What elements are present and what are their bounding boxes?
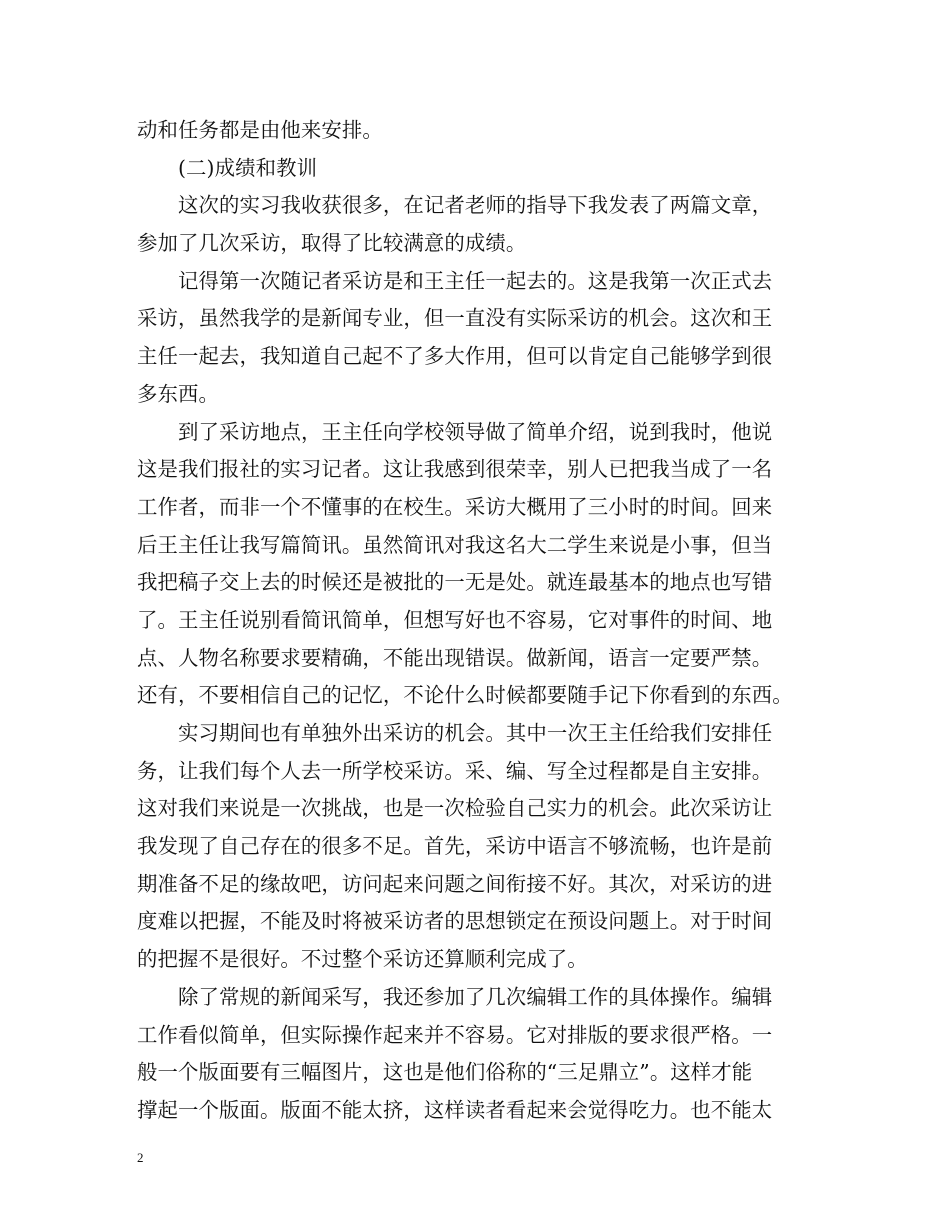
text-line: 我把稿子交上去的时候还是被批的一无是处。就连最基本的地点也写错 bbox=[137, 570, 773, 595]
text-line: 除了常规的新闻采写，我还参加了几次编辑工作的具体操作。编辑 bbox=[178, 984, 773, 1009]
text-line: 到了采访地点，王主任向学校领导做了简单介绍，说到我时，他说 bbox=[178, 419, 773, 444]
text-line: 还有，不要相信自己的记忆，不论什么时候都要随手记下你看到的东西。 bbox=[137, 683, 793, 708]
text-line: 撑起一个版面。版面不能太挤，这样读者看起来会觉得吃力。也不能太 bbox=[137, 1097, 773, 1122]
text-line: 务，让我们每个人去一所学校采访。采、编、写全过程都是自主安排。 bbox=[137, 758, 773, 783]
text-line: 动和任务都是由他来安排。 bbox=[137, 118, 383, 142]
text-line: 参加了几次采访，取得了比较满意的成绩。 bbox=[137, 231, 527, 256]
text-line: 了。王主任说别看简讯简单，但想写好也不容易，它对事件的时间、地 bbox=[137, 607, 773, 632]
text-line: 工作者，而非一个不懂事的在校生。采访大概用了三小时的时间。回来 bbox=[137, 494, 773, 519]
text-line: 我发现了自己存在的很多不足。首先，采访中语言不够流畅，也许是前 bbox=[137, 834, 773, 859]
text-line: 实习期间也有单独外出采访的机会。其中一次王主任给我们安排任 bbox=[178, 721, 773, 745]
text-line: 点、人物名称要求要精确，不能出现错误。做新闻，语言一定要严禁。 bbox=[137, 645, 773, 670]
text-line: 这对我们来说是一次挑战，也是一次检验自己实力的机会。此次采访让 bbox=[137, 796, 773, 821]
text-line: 般一个版面要有三幅图片，这也是他们俗称的“三足鼎立”。这样才能 bbox=[137, 1060, 753, 1085]
text-line: 采访，虽然我学的是新闻专业，但一直没有实际采访的机会。这次和王 bbox=[137, 306, 773, 331]
text-line: 这次的实习我收获很多，在记者老师的指导下我发表了两篇文章， bbox=[178, 193, 773, 218]
text-line: 工作看似简单，但实际操作起来并不容易。它对排版的要求很严格。一 bbox=[137, 1022, 773, 1047]
text-line: 度难以把握，不能及时将被采访者的思想锁定在预设问题上。对于时间 bbox=[137, 909, 773, 934]
text-line: 多东西。 bbox=[137, 381, 219, 406]
page-number: 2 bbox=[137, 1150, 144, 1165]
text-line: 的把握不是很好。不过整个采访还算顺利完成了。 bbox=[137, 947, 588, 972]
text-line: 这是我们报社的实习记者。这让我感到很荣幸，别人已把我当成了一名 bbox=[137, 457, 773, 482]
text-line: 主任一起去，我知道自己起不了多大作用，但可以肯定自己能够学到很 bbox=[137, 344, 773, 369]
text-line: 记得第一次随记者采访是和王主任一起去的。这是我第一次正式去 bbox=[178, 268, 773, 293]
text-line: 后王主任让我写篇简讯。虽然简讯对我这名大二学生来说是小事，但当 bbox=[137, 532, 773, 557]
body-text bbox=[137, 112, 817, 1130]
text-line: 期准备不足的缘故吧，访问起来问题之间衔接不好。其次，对采访的进 bbox=[137, 871, 773, 896]
section-heading: (二)成绩和教训 bbox=[178, 155, 318, 180]
